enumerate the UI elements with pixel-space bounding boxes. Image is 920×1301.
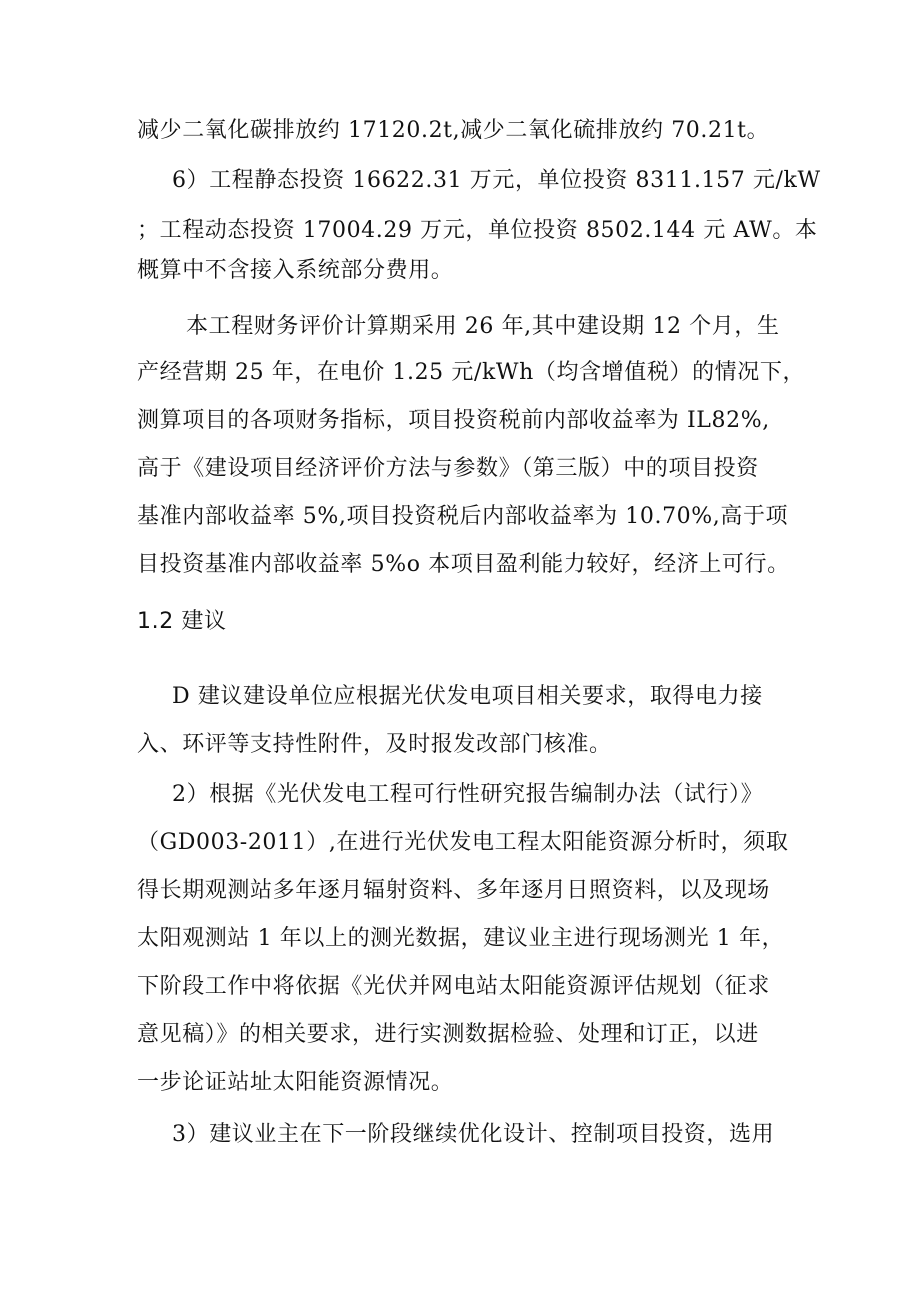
paragraph-line: （GD003-2011）,在进行光伏发电工程太阳能资源分析时，须取 — [137, 830, 789, 855]
paragraph-line: 2）根据《光伏发电工程可行性研究报告编制办法（试行）》 — [172, 782, 764, 807]
paragraph-line: 入、环评等支持性附件，及时报发改部门核准。 — [137, 732, 612, 757]
paragraph-line: 一步论证站址太阳能资源情况。 — [137, 1070, 454, 1095]
paragraph-line: 产经营期 25 年，在电价 1.25 元/kWh（均含增值税）的情况下， — [137, 360, 806, 385]
section-heading: 1.2 建议 — [137, 609, 227, 634]
paragraph-line: D 建议建设单位应根据光伏发电项目相关要求，取得电力接 — [172, 684, 763, 709]
paragraph-line: 本工程财务评价计算期采用 26 年,其中建设期 12 个月，生 — [186, 314, 780, 339]
paragraph-line: 高于《建设项目经济评价方法与参数》（第三版）中的项目投资 — [137, 456, 759, 481]
paragraph-line: 太阳观测站 1 年以上的测光数据，建议业主进行现场测光 1 年， — [137, 926, 785, 951]
paragraph-line: ；工程动态投资 17004.29 万元，单位投资 8502.144 元 AW。本 — [137, 218, 818, 243]
paragraph-line: 得长期观测站多年逐月辐射资料、多年逐月日照资料，以及现场 — [137, 878, 770, 903]
paragraph-line: 目投资基准内部收益率 5%o 本项目盈利能力较好，经济上可行。 — [137, 552, 790, 577]
paragraph-line: 测算项目的各项财务指标，项目投资税前内部收益率为 IL82%, — [137, 408, 770, 433]
paragraph-line: 概算中不含接入系统部分费用。 — [137, 258, 454, 283]
paragraph-line: 基准内部收益率 5%,项目投资税后内部收益率为 10.70%,高于项 — [137, 504, 789, 529]
paragraph-line: 下阶段工作中将依据《光伏并网电站太阳能资源评估规划（征求 — [137, 974, 770, 999]
paragraph-line: 意见稿）》的相关要求，进行实测数据检验、处理和订正，以进 — [137, 1022, 759, 1047]
paragraph-line: 减少二氧化碳排放约 17120.2t,减少二氧化硫排放约 70.21t。 — [137, 118, 770, 143]
paragraph-line: 6）工程静态投资 16622.31 万元，单位投资 8311.157 元/kW — [172, 168, 821, 193]
paragraph-line: 3）建议业主在下一阶段继续优化设计、控制项目投资，选用 — [172, 1122, 775, 1147]
